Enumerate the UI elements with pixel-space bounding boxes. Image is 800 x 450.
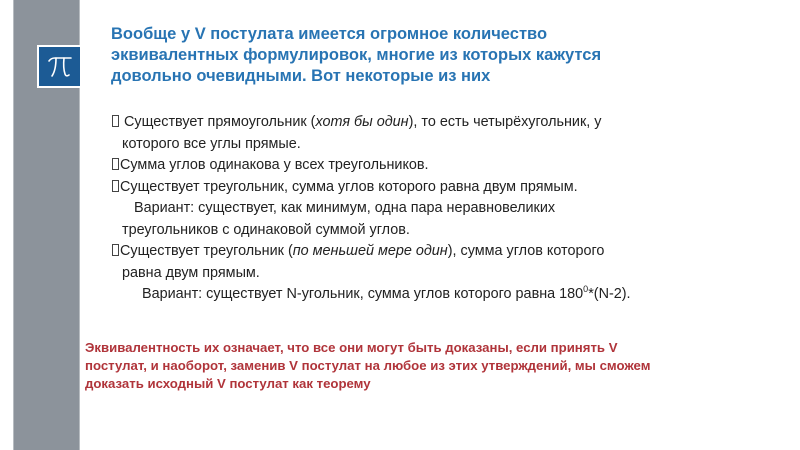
variant-text-main: Вариант: существует N-угольник, сумма углов которого равна 180 <box>142 286 584 302</box>
variant-text-end: *(N-2). <box>588 286 631 302</box>
item-text: Сумма углов одинакова у всех треугольников. <box>120 157 429 173</box>
variant-continuation: треугольников с одинаковой суммой углов. <box>122 221 410 238</box>
sidebar <box>0 0 80 450</box>
item-emphasis: по меньшей мере один <box>292 243 448 259</box>
sidebar-divider <box>13 0 14 450</box>
item-text: ), то есть четырёхугольник, у <box>408 114 602 130</box>
item-text: Существует треугольник, сумма углов которого равна двум прямым. <box>120 178 578 195</box>
conclusion-line: постулат, и наоборот, заменив V постулат на любое из этих утверждений, мы сможем <box>85 358 651 373</box>
title-line: эквивалентных формулировок, многие из которых кажутся <box>111 46 602 64</box>
item-continuation: которого все углы прямые. <box>122 135 301 152</box>
list-item <box>112 112 752 134</box>
item-continuation: равна двум прямым. <box>122 264 260 281</box>
conclusion-text <box>85 339 745 393</box>
statements-list <box>112 112 752 306</box>
bullet-icon <box>112 158 119 170</box>
conclusion-line: доказать исходный V постулат как теорему <box>85 376 371 391</box>
title-line: Вообще у V постулата имеется огромное количество <box>111 25 548 43</box>
conclusion-line: Эквивалентность их означает, что все они могут быть доказаны, если принять V <box>85 340 618 355</box>
pi-icon <box>37 45 80 88</box>
pi-glyph-icon <box>46 54 74 80</box>
variant-text <box>112 284 752 306</box>
bullet-icon <box>112 180 119 192</box>
item-text: Существует треугольник ( <box>120 243 293 259</box>
degree-superscript: 0 <box>583 284 589 294</box>
bullet-icon <box>112 244 119 256</box>
item-emphasis: хотя бы один <box>315 114 409 130</box>
bullet-icon <box>112 115 119 127</box>
item-text: Существует прямоугольник ( <box>124 114 316 130</box>
title-line: довольно очевидными. Вот некоторые из них <box>111 67 491 85</box>
item-text: ), сумма углов которого <box>447 243 605 259</box>
variant-text: Вариант: существует, как минимум, одна пара неравновеликих <box>134 200 556 216</box>
list-item <box>112 177 752 199</box>
slide-title <box>111 24 751 87</box>
list-item <box>112 155 752 177</box>
list-item <box>112 241 752 263</box>
